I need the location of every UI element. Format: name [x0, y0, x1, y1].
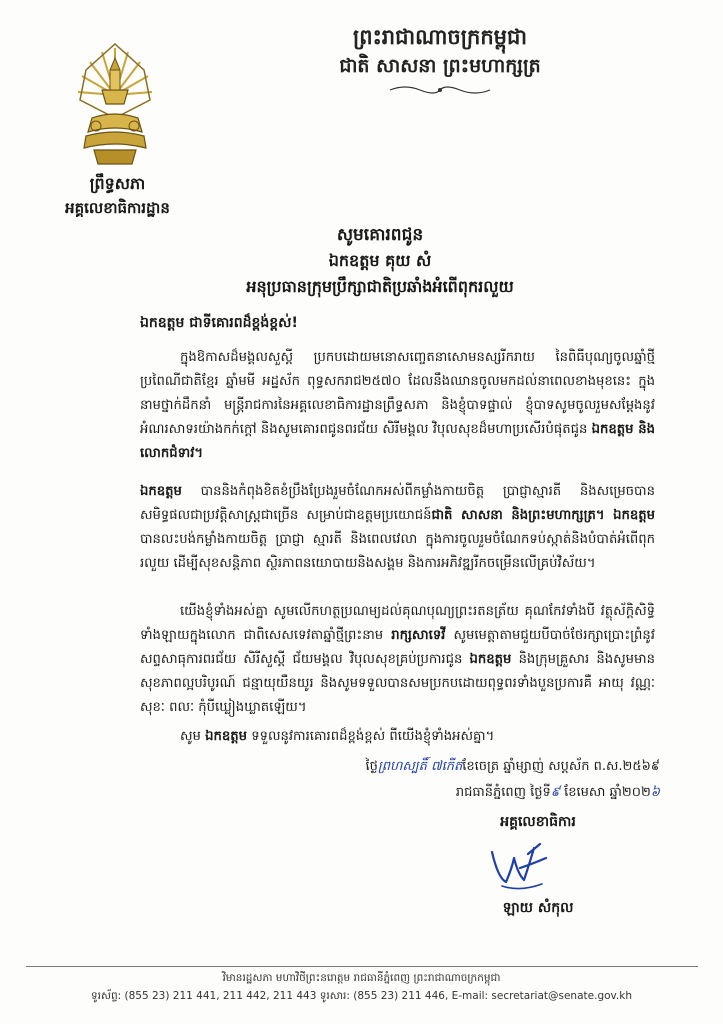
- paragraph-text: បានលះបង់កម្លាំងកាយចិត្ត ប្រាជ្ញា ស្មារតី និងពេលវេលា ក្នុងការចូលរួមចំណែកទប់ស្កាត់និងបំបាត់អំពើពុករលួយ ដើម្បីសុខសន្តិភាព ស្ថិរភាពនយោបាយនិងសង្គម និងការអភិវឌ្ឍរីកចម្រើនលើគ្រប់វិស័យ។: [140, 532, 655, 571]
- date-text: ខែចេត្រ ឆ្នាំម្សាញ់ សប្តស័ក ព.ស.២៥៦៩: [462, 759, 660, 774]
- kingdom-motto: ជាតិ សាសនា ព្រះមហាក្សត្រ: [339, 55, 541, 77]
- handwritten-signature-icon: [484, 838, 554, 894]
- footer-divider: [26, 966, 698, 967]
- paragraph-bold: ឯកឧត្តម: [469, 652, 512, 667]
- paragraph-bold: រាក្សសាទេវី: [391, 628, 446, 643]
- paragraph-text: និងក្រុមគ្រួសារ និងសូមមានសុខភាពល្អបរិបូរណ៍ ជន្មាយុយឺនយូរ និងសូមទទួលបានសមប្រកបដោយពុទ្ធពរទាំងបួនប្រការគឺ អាយុ វណ្ណៈ សុខៈ ពលៈ កុំបីឃ្លៀងឃ្លាតឡើយ។: [140, 652, 655, 715]
- paragraph-bold: ឯកឧត្តម: [140, 484, 182, 499]
- paragraph-text: យើងខ្ញុំទាំងអស់គ្នា សូមលើកហត្ថប្រណម្យដល់គុណបុណ្យព្រះរតនត្រ័យ គុណកែវទាំងបី វត្ថុស័ក្តិសិទ្ធិទាំងឡាយក្នុងលោក ជាពិសេសទេវតាឆ្នាំថ្មីព្រះនាម: [140, 604, 655, 643]
- date-text: រាជធានីភ្នំពេញ ថ្ងៃទី: [455, 785, 551, 800]
- paragraph-blessings: [140, 600, 655, 720]
- recipient-position: អនុប្រធានក្រុមប្រឹក្សាជាតិប្រឆាំងអំពើពុករលួយ: [246, 277, 514, 296]
- date-text: ថ្ងៃ: [365, 759, 378, 774]
- institution-name: ព្រឹទ្ធសភា: [89, 174, 146, 193]
- closing-line: [180, 726, 494, 748]
- footer-contact: ទូរស័ព្ទ: (855 23) 211 441, 211 442, 211 443 ទូរសារ: (855 23) 211 446, E-mail: secretariat@senate.gov.kh: [90, 990, 633, 1002]
- ornament-divider-icon: [385, 84, 495, 96]
- paragraph-achievements: [140, 480, 655, 576]
- institution-department: អគ្គលេខាធិការដ្ឋាន: [65, 199, 170, 217]
- senate-emblem-icon: [72, 40, 158, 170]
- signatory-title: អគ្គលេខាធិការ: [500, 814, 576, 830]
- paragraph-text: ក្នុងឱកាសដ៏មង្គលសួស្តី ប្រកបដោយមនោសញ្ចេតនាសោមនស្សរីករាយ នៃពិធីបុណ្យចូលឆ្នាំថ្មី ប្រពៃណីជាតិខ្មែរ ឆ្នាំមមី អដ្ឋស័ក ពុទ្ធសករាជ២៥៧០ ដែលនឹងឈានចូលមកដល់នាពេលខាងមុខនេះ ក្នុងនាមថ្នាក់ដឹកនាំ មន្ត្រីរាជការនៃអគ្គលេខាធិការដ្ឋានព្រឹទ្ធសភា និងខ្ញុំបាទផ្ទាល់ ខ្ញុំបាទសូមចូលរួមសម្តែងនូវអំណរសាទរយ៉ាងកក់ក្តៅ និងសូមគោរពជូនពរជ័យ សិរីមង្គល វិបុលសុខដ៏មហាប្រសើរបំផុតជូន: [140, 350, 655, 437]
- institution-heading: [20, 172, 215, 220]
- paragraph-bold: ជាតិ សាសនា និងព្រះមហាក្សត្រ។ ឯកឧត្តម: [431, 508, 655, 523]
- paragraph-bold: ឯកឧត្តម និងលោកជំទាវ។: [140, 422, 655, 461]
- salutation: ឯកឧត្តម ជាទីគោរពដ៏ខ្ពង់ខ្ពស់!: [140, 315, 298, 331]
- lunar-date: [300, 756, 660, 778]
- closing-text: ទទួលនូវការគោរពដ៏ខ្ពង់ខ្ពស់ ពីយើងខ្ញុំទាំងអស់គ្នា។: [251, 729, 495, 744]
- date-text: ខែមេសា ឆ្នាំ២០២: [564, 785, 651, 800]
- recipient-block: [150, 222, 610, 300]
- recipient-address-line: សូមគោរពជូន: [336, 225, 424, 245]
- kingdom-heading: [200, 22, 680, 100]
- paragraph-greeting: [140, 346, 655, 466]
- paragraph-text: សូមមេត្តាតាមជួយបីបាច់ថែរក្សាប្រោះព្រំនូវសព្ទសាធុការពរជ័យ សិរីសួស្តី ជ័យមង្គល វិបុលសុខគ្រប់ប្រការជូន: [140, 628, 655, 667]
- solar-date: [300, 782, 660, 804]
- footer-address: វិមានរដ្ឋសភា មហាវិថីព្រះនរោត្តម រាជធានីភ្នំពេញ ព្រះរាជាណាចក្រកម្ពុជា: [222, 972, 501, 984]
- paragraph-text: បាននិងកំពុងខិតខំប្រឹងប្រែងរួមចំណែកអស់ពីកម្លាំងកាយចិត្ត ប្រាជ្ញាស្មារតី និងសម្រេចបានសមិទ្ធផលជាប្រវត្តិសាស្ត្រជាច្រើន សម្រាប់ជាឧត្តមប្រយោជន៍: [140, 484, 655, 523]
- handwritten-day: ៩: [550, 785, 560, 800]
- signatory-name: ឡាយ សំកុល: [502, 900, 574, 916]
- kingdom-title: ព្រះរាជាណាចក្រកម្ពុជា: [352, 24, 527, 49]
- handwritten-date: ព្រហស្បតិ៍ ៧កើត: [377, 759, 463, 774]
- recipient-name: ឯកឧត្តម គុយ សំ: [328, 251, 432, 270]
- closing-text: សូម: [180, 729, 201, 744]
- closing-bold: ឯកឧត្តម: [205, 729, 247, 744]
- handwritten-year-digit: ៦: [650, 785, 660, 800]
